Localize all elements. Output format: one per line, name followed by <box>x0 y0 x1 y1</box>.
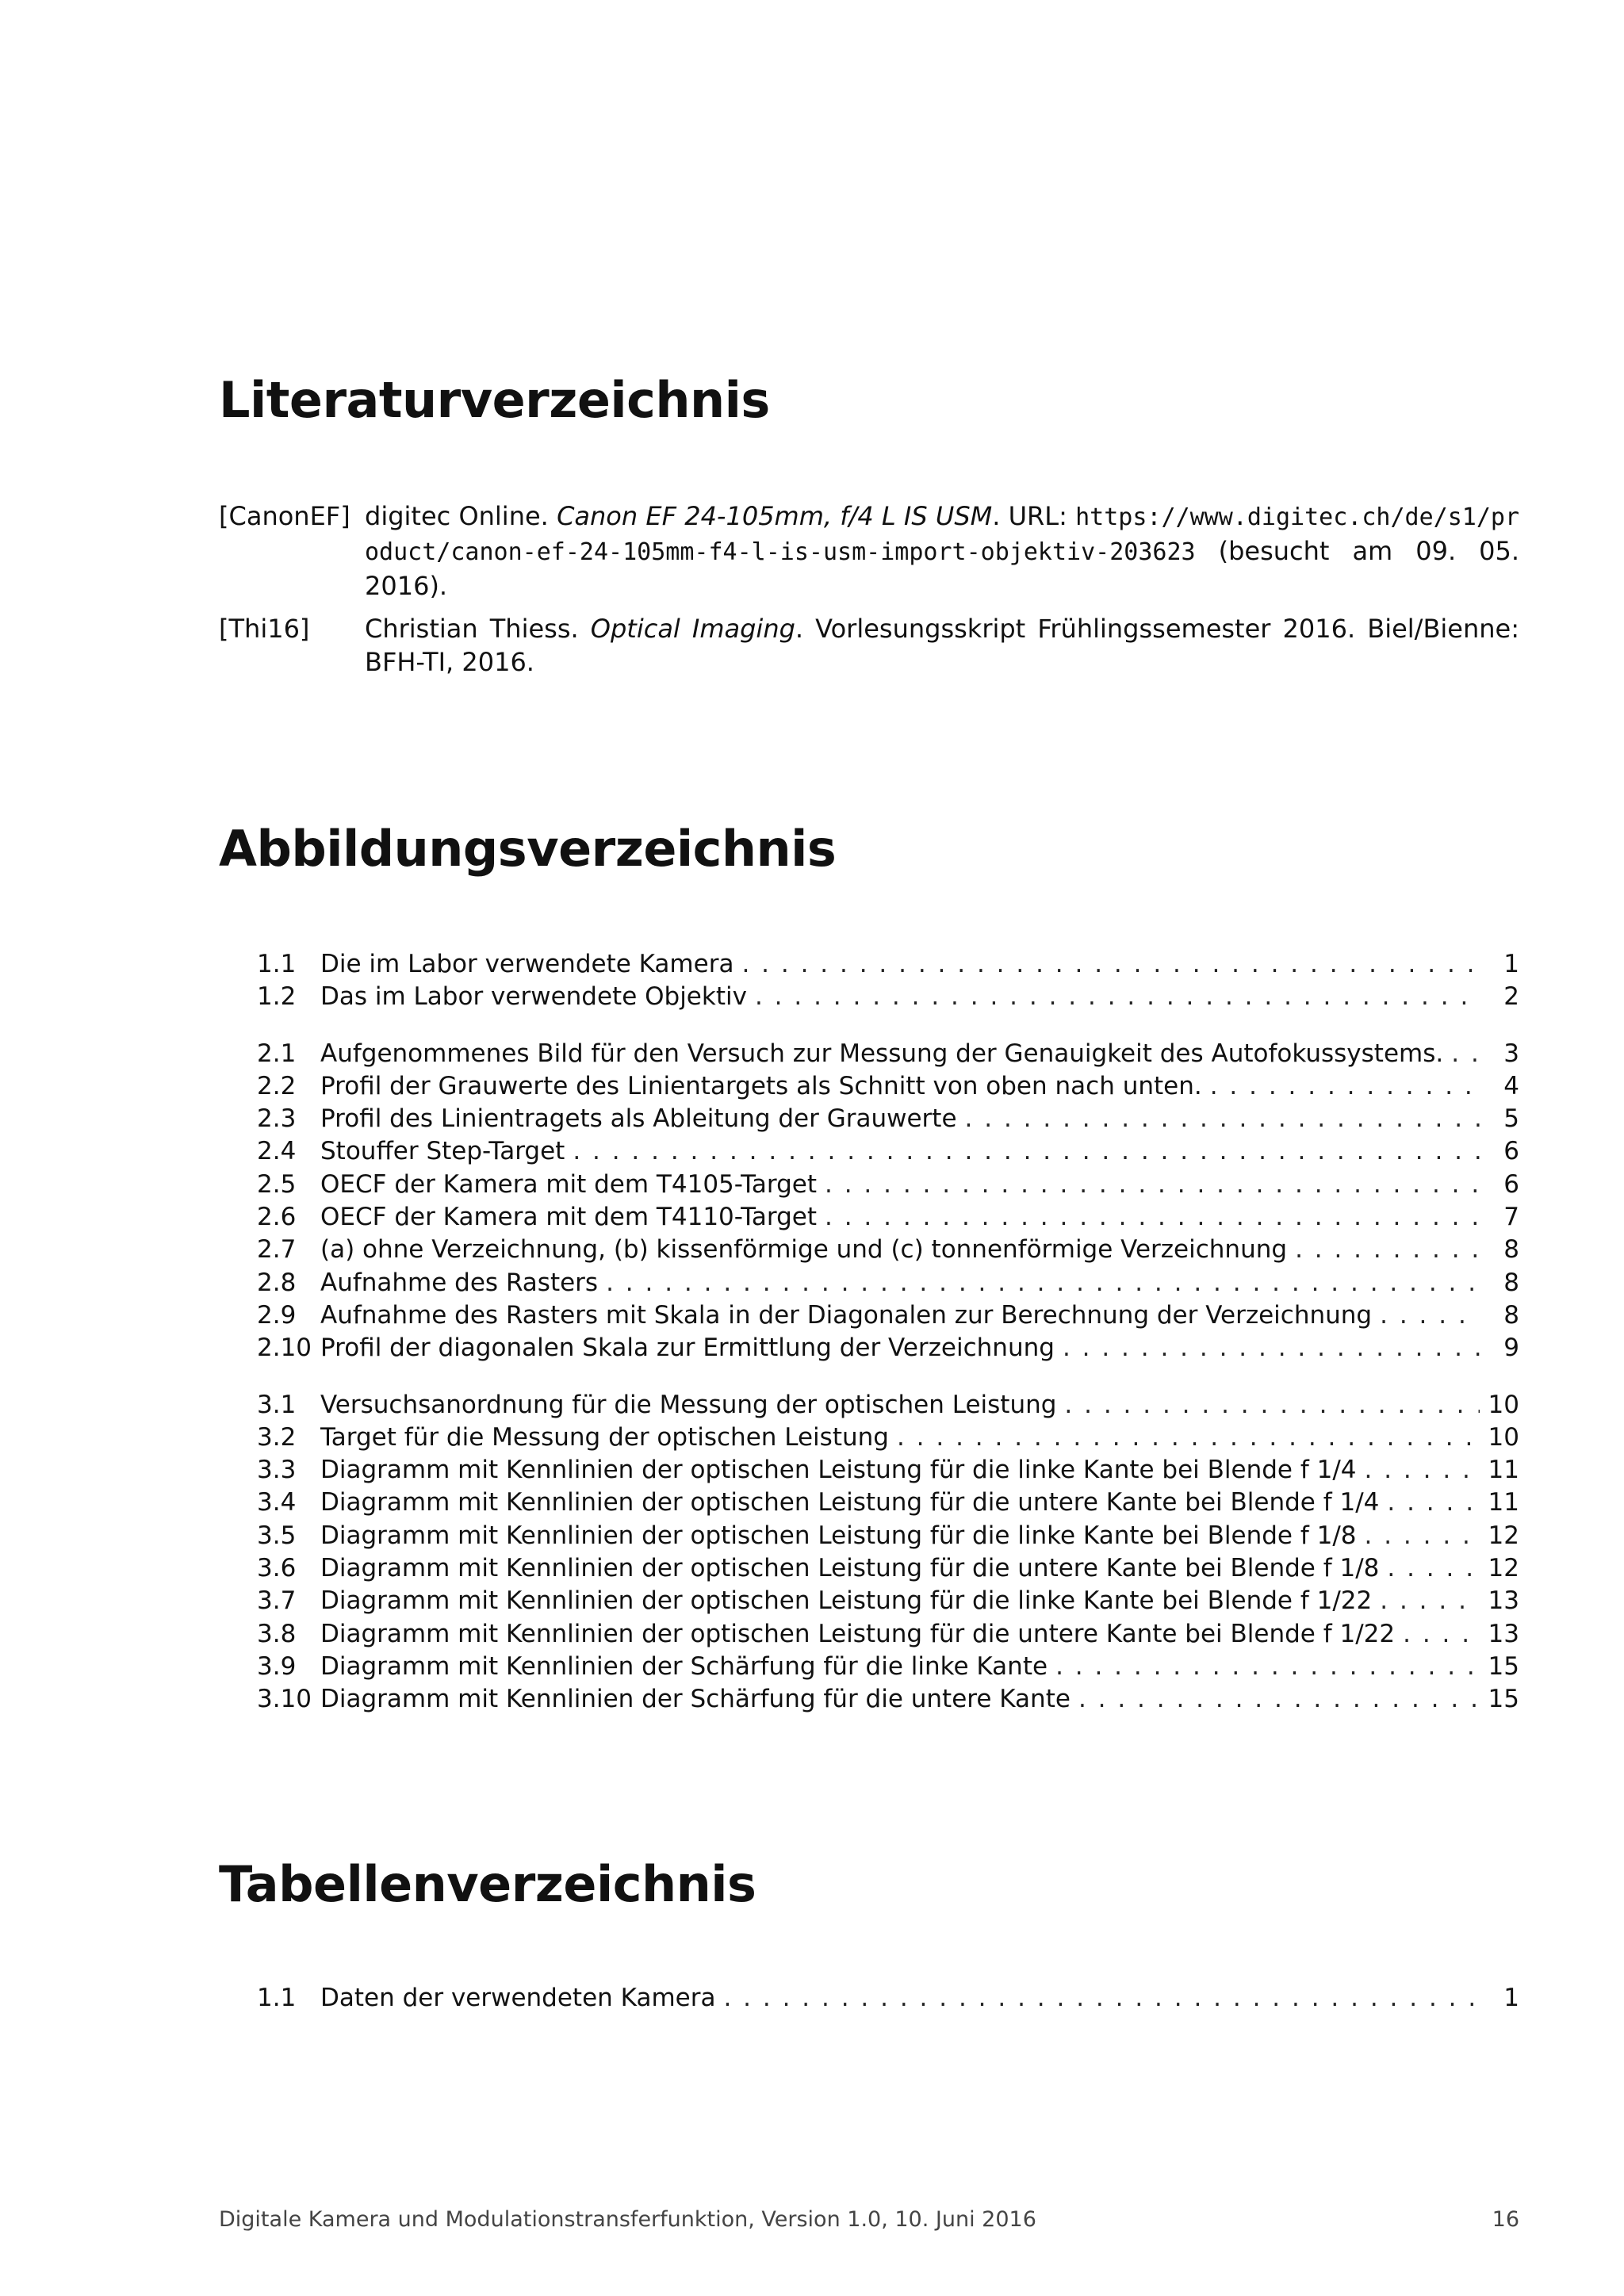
entry-number: 2.9 <box>257 1300 297 1330</box>
list-entry[interactable] <box>257 1299 1519 1332</box>
leader-dots <box>1365 1454 1480 1487</box>
entry-title: OECF der Kamera mit dem T4105-Target <box>320 1169 818 1199</box>
list-entry[interactable] <box>257 1389 1519 1422</box>
leader-dots <box>573 1135 1480 1168</box>
entry-title: Die im Labor verwendete Kamera <box>320 950 734 978</box>
entry-number: 2.2 <box>257 1071 297 1100</box>
list-entry[interactable] <box>257 1135 1519 1168</box>
leader-dots <box>606 1267 1480 1299</box>
entry-title: Profil der Grauwerte des Linientargets als Schnitt von oben nach unten. <box>320 1071 1202 1100</box>
entry-page: 10 <box>1488 1422 1519 1452</box>
entry-title: Diagramm mit Kennlinien der optischen Leistung für die untere Kante bei Blende f 1/4 <box>320 1488 1380 1517</box>
entry-title: (a) ohne Verzeichnung, (b) kissenförmige und (c) tonnenförmige Verzeichnung <box>320 1235 1288 1265</box>
entry-number: 3.5 <box>257 1521 297 1550</box>
entry-page: 13 <box>1488 1619 1519 1648</box>
tabellen-heading: Tabellenverzeichnis <box>219 1855 756 1913</box>
list-group <box>257 1389 1519 1716</box>
entry-number: 2.5 <box>257 1169 297 1199</box>
entry-title: Diagramm mit Kennlinien der optischen Leistung für die linke Kante bei Blende f 1/4 <box>320 1456 1357 1485</box>
bib-author: Christian Thiess. <box>365 614 579 644</box>
list-entry[interactable] <box>257 1982 1519 2015</box>
entry-number: 3.3 <box>257 1456 297 1485</box>
bib-title: Canon EF 24-105mm, f/4 L IS USM <box>557 501 993 531</box>
list-entry[interactable] <box>257 1651 1519 1683</box>
list-group <box>257 1038 1519 1365</box>
leader-dots <box>1078 1683 1480 1716</box>
leader-dots <box>825 1169 1480 1201</box>
entry-page: 12 <box>1488 1554 1519 1583</box>
entry-title: Diagramm mit Kennlinien der Schärfung für die untere Kante <box>320 1685 1071 1714</box>
entry-title: Profil der diagonalen Skala zur Ermittlung der Verzeichnung <box>320 1334 1055 1363</box>
entry-number: 1.1 <box>257 950 297 978</box>
leader-dots <box>1380 1585 1480 1617</box>
leader-dots <box>1365 1520 1480 1552</box>
entry-number: 2.1 <box>257 1039 297 1068</box>
entry-number: 3.6 <box>257 1554 297 1583</box>
entry-number: 1.1 <box>257 1984 297 2012</box>
entry-page: 2 <box>1503 982 1519 1012</box>
leader-dots <box>723 1982 1480 2015</box>
entry-title: Diagramm mit Kennlinien der optischen Leistung für die untere Kante bei Blende f 1/22 <box>320 1619 1396 1648</box>
entry-title: Diagramm mit Kennlinien der Schärfung für die linke Kante <box>320 1651 1048 1681</box>
bib-key: [Thi16] <box>219 614 310 644</box>
entry-page: 11 <box>1488 1488 1519 1517</box>
entry-title: OECF der Kamera mit dem T4110-Target <box>320 1203 818 1232</box>
entry-number: 2.10 <box>257 1334 312 1363</box>
list-group <box>257 948 1519 1014</box>
leader-dots <box>1295 1234 1480 1266</box>
page-number: 16 <box>1492 2207 1519 2232</box>
entry-page: 9 <box>1503 1334 1519 1363</box>
entry-number: 3.2 <box>257 1422 297 1452</box>
entry-page: 15 <box>1488 1685 1519 1714</box>
list-entry[interactable] <box>257 1454 1519 1487</box>
list-entry[interactable] <box>257 948 1519 981</box>
list-group <box>257 1982 1519 2015</box>
bib-title: Optical Imaging <box>590 614 795 644</box>
leader-dots <box>755 981 1480 1013</box>
bib-text: digitec Online. Canon EF 24-105mm, f/4 L IS USM. URL: https://www.digitec.ch/de/s1/product/canon-ef-24-105mm-f4-l-is-usm-import-objektiv-203623 (besucht am 09. 05. 2016). <box>365 501 1520 601</box>
entry-page: 4 <box>1503 1071 1519 1100</box>
page-footer <box>219 2207 1519 2232</box>
entry-title: Target für die Messung der optischen Leistung <box>320 1422 889 1452</box>
bib-entry <box>219 612 1519 679</box>
entry-title: Daten der verwendeten Kamera <box>320 1984 716 2012</box>
entry-page: 6 <box>1503 1137 1519 1166</box>
list-entry[interactable] <box>257 1618 1519 1651</box>
entry-page: 6 <box>1503 1169 1519 1199</box>
entry-title: Diagramm mit Kennlinien der optischen Leistung für die linke Kante bei Blende f 1/22 <box>320 1586 1373 1616</box>
list-entry[interactable] <box>257 1169 1519 1201</box>
list-entry[interactable] <box>257 1332 1519 1364</box>
list-entry[interactable] <box>257 1103 1519 1135</box>
leader-dots <box>965 1103 1480 1135</box>
list-entry[interactable] <box>257 1267 1519 1299</box>
entry-page: 1 <box>1503 950 1519 978</box>
entry-page: 13 <box>1488 1586 1519 1616</box>
entry-number: 2.6 <box>257 1203 297 1232</box>
entry-title: Profil des Linientragets als Ableitung der Grauwerte <box>320 1104 957 1134</box>
entry-title: Das im Labor verwendete Objektiv <box>320 982 747 1012</box>
entry-number: 2.3 <box>257 1104 297 1134</box>
entry-number: 2.4 <box>257 1137 297 1166</box>
entry-page: 7 <box>1503 1203 1519 1232</box>
list-entry[interactable] <box>257 1234 1519 1266</box>
leader-dots <box>1063 1332 1480 1364</box>
entry-number: 3.7 <box>257 1586 297 1616</box>
list-of-figures <box>257 948 1519 1740</box>
entry-number: 3.10 <box>257 1685 312 1714</box>
entry-title: Diagramm mit Kennlinien der optischen Leistung für die linke Kante bei Blende f 1/8 <box>320 1521 1357 1550</box>
bib-author: digitec Online. <box>365 501 549 531</box>
entry-number: 1.2 <box>257 982 297 1012</box>
leader-dots <box>1451 1038 1480 1070</box>
leader-dots <box>1380 1299 1480 1332</box>
leader-dots <box>825 1201 1480 1234</box>
entry-page: 8 <box>1503 1268 1519 1297</box>
entry-number: 2.7 <box>257 1235 297 1265</box>
abbildungen-heading: Abbildungsverzeichnis <box>219 820 837 878</box>
list-entry[interactable] <box>257 981 1519 1013</box>
leader-dots <box>741 948 1480 981</box>
leader-dots <box>1403 1618 1480 1651</box>
leader-dots <box>1387 1552 1480 1585</box>
bib-key: [CanonEF] <box>219 501 350 531</box>
leader-dots <box>1210 1070 1480 1103</box>
entry-number: 3.9 <box>257 1651 297 1681</box>
entry-page: 12 <box>1488 1521 1519 1550</box>
entry-title: Versuchsanordnung für die Messung der optischen Leistung <box>320 1390 1057 1419</box>
list-entry[interactable] <box>257 1683 1519 1716</box>
bib-url[interactable]: https://www.digitec.ch/de/s1/product/canon-ef-24-105mm-f4-l-is-usm-import-objektiv-203623 <box>365 503 1520 566</box>
bib-text <box>365 612 1519 679</box>
entry-title: Diagramm mit Kennlinien der optischen Leistung für die untere Kante bei Blende f 1/8 <box>320 1554 1380 1583</box>
entry-number: 3.4 <box>257 1488 297 1517</box>
entry-title: Aufgenommenes Bild für den Versuch zur Messung der Genauigkeit des Autofokussystems. <box>320 1039 1444 1068</box>
bibliography <box>219 499 1519 688</box>
entry-title: Aufnahme des Rasters <box>320 1268 599 1297</box>
list-entry[interactable] <box>257 1070 1519 1103</box>
entry-page: 3 <box>1503 1039 1519 1068</box>
bib-url-label: URL: <box>1008 501 1067 531</box>
entry-page: 8 <box>1503 1300 1519 1330</box>
list-of-tables <box>257 1982 1519 2038</box>
list-entry[interactable] <box>257 1520 1519 1552</box>
entry-page: 8 <box>1503 1235 1519 1265</box>
entry-page: 11 <box>1488 1456 1519 1485</box>
literatur-heading: Literaturverzeichnis <box>219 371 770 429</box>
bib-accessed: (besucht am 09. 05. 2016). <box>365 536 1519 601</box>
entry-page: 1 <box>1503 1984 1519 2012</box>
list-entry[interactable] <box>257 1038 1519 1070</box>
entry-number: 3.1 <box>257 1390 297 1419</box>
list-entry[interactable] <box>257 1585 1519 1617</box>
footer-text: Digitale Kamera und Modulationstransferfunktion, Version 1.0, 10. Juni 2016 <box>219 2207 1036 2232</box>
entry-page: 15 <box>1488 1651 1519 1681</box>
list-entry[interactable] <box>257 1422 1519 1454</box>
list-entry[interactable] <box>257 1552 1519 1585</box>
bib-entry <box>219 499 1519 603</box>
leader-dots <box>897 1422 1480 1454</box>
list-entry[interactable] <box>257 1201 1519 1234</box>
entry-number: 2.8 <box>257 1268 297 1297</box>
leader-dots <box>1387 1487 1480 1519</box>
leader-dots <box>1064 1389 1480 1422</box>
leader-dots <box>1055 1651 1480 1683</box>
bib-rest: . Vorlesungsskript Frühlingssemester 2016. Biel/Bienne: BFH-TI, 2016. <box>365 614 1520 677</box>
list-entry[interactable] <box>257 1487 1519 1519</box>
entry-title: Aufnahme des Rasters mit Skala in der Diagonalen zur Berechnung der Verzeichnung <box>320 1300 1373 1330</box>
entry-number: 3.8 <box>257 1619 297 1648</box>
entry-title: Stouffer Step-Target <box>320 1137 565 1166</box>
entry-page: 5 <box>1503 1104 1519 1134</box>
entry-page: 10 <box>1488 1390 1519 1419</box>
